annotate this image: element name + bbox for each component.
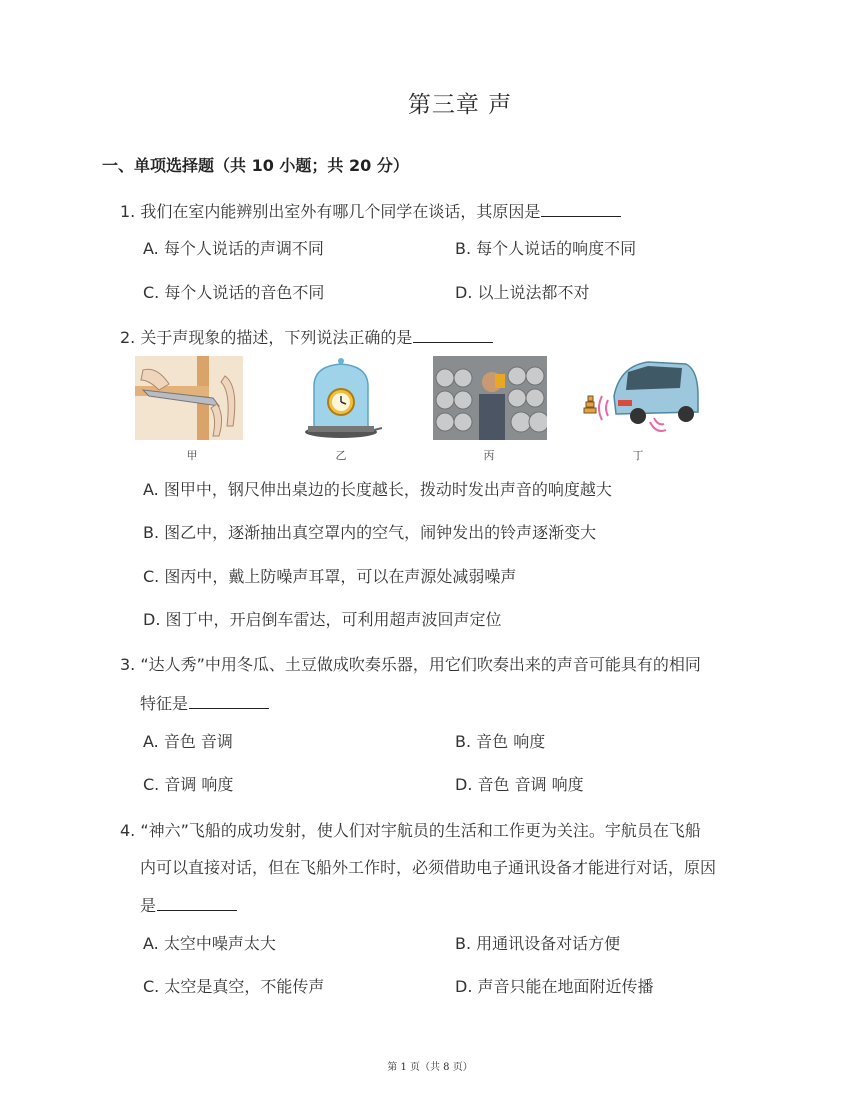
q2-option-a: A. 图甲中，钢尺伸出桌边的长度越长，拨动时发出声音的响度越大 — [143, 480, 612, 499]
q4-option-d: D. 声音只能在地面附近传播 — [455, 977, 654, 996]
question-3-line2 — [140, 691, 269, 714]
question-2-stem — [120, 325, 493, 348]
q2-option-b: B. 图乙中，逐渐抽出真空罩内的空气，闹钟发出的铃声逐渐变大 — [143, 523, 597, 542]
answer-blank — [189, 694, 269, 709]
figure-ruler-desk — [135, 356, 243, 440]
question-4-text: 是 — [140, 896, 157, 915]
figure-bell-jar — [300, 356, 382, 440]
question-4-line2: 内可以直接对话，但在飞船外工作时，必须借助电子通讯设备才能进行对话，原因 — [140, 858, 717, 877]
answer-blank — [413, 328, 493, 343]
section-heading: 一、单项选择题（共 10 小题；共 20 分） — [102, 156, 409, 175]
figure-label-yi: 乙 — [335, 449, 347, 462]
question-4-line1: 4. “神六”飞船的成功发射，使人们对宇航员的生活和工作更为关注。宇航员在飞船 — [120, 821, 701, 840]
figure-car-radar — [582, 356, 700, 440]
question-3-line1: 3. “达人秀”中用冬瓜、土豆做成吹奏乐器，用它们吹奏出来的声音可能具有的相同 — [120, 655, 701, 674]
q1-option-d: D. 以上说法都不对 — [455, 283, 590, 302]
question-1-text: 1. 我们在室内能辨别出室外有哪几个同学在谈话，其原因是 — [120, 202, 541, 221]
question-1-stem — [120, 199, 621, 222]
q4-option-c: C. 太空是真空，不能传声 — [143, 977, 325, 996]
q4-option-b: B. 用通讯设备对话方便 — [455, 934, 621, 953]
figure-label-jia: 甲 — [186, 449, 198, 462]
q2-option-c: C. 图丙中，戴上防噪声耳罩，可以在声源处减弱噪声 — [143, 567, 517, 586]
q2-option-d: D. 图丁中，开启倒车雷达，可利用超声波回声定位 — [143, 610, 502, 629]
q1-option-b: B. 每个人说话的响度不同 — [455, 239, 637, 258]
question-3-text: 特征是 — [140, 694, 189, 713]
q3-option-b: B. 音色 响度 — [455, 732, 546, 751]
q1-option-c: C. 每个人说话的音色不同 — [143, 283, 325, 302]
question-4-line3 — [140, 893, 237, 916]
page-footer: 第 1 页（共 8 页） — [387, 1062, 473, 1073]
figure-factory-worker — [433, 356, 547, 440]
q3-option-c: C. 音调 响度 — [143, 775, 234, 794]
q3-option-a: A. 音色 音调 — [143, 732, 233, 751]
q4-option-a: A. 太空中噪声太大 — [143, 934, 276, 953]
answer-blank — [541, 202, 621, 217]
figure-label-bing: 丙 — [483, 449, 495, 462]
question-2-text: 2. 关于声现象的描述，下列说法正确的是 — [120, 328, 413, 347]
figure-label-ding: 丁 — [632, 449, 644, 462]
q1-option-a: A. 每个人说话的声调不同 — [143, 239, 324, 258]
q3-option-d: D. 音色 音调 响度 — [455, 775, 584, 794]
answer-blank — [157, 896, 237, 911]
page-title: 第三章 声 — [407, 92, 513, 118]
